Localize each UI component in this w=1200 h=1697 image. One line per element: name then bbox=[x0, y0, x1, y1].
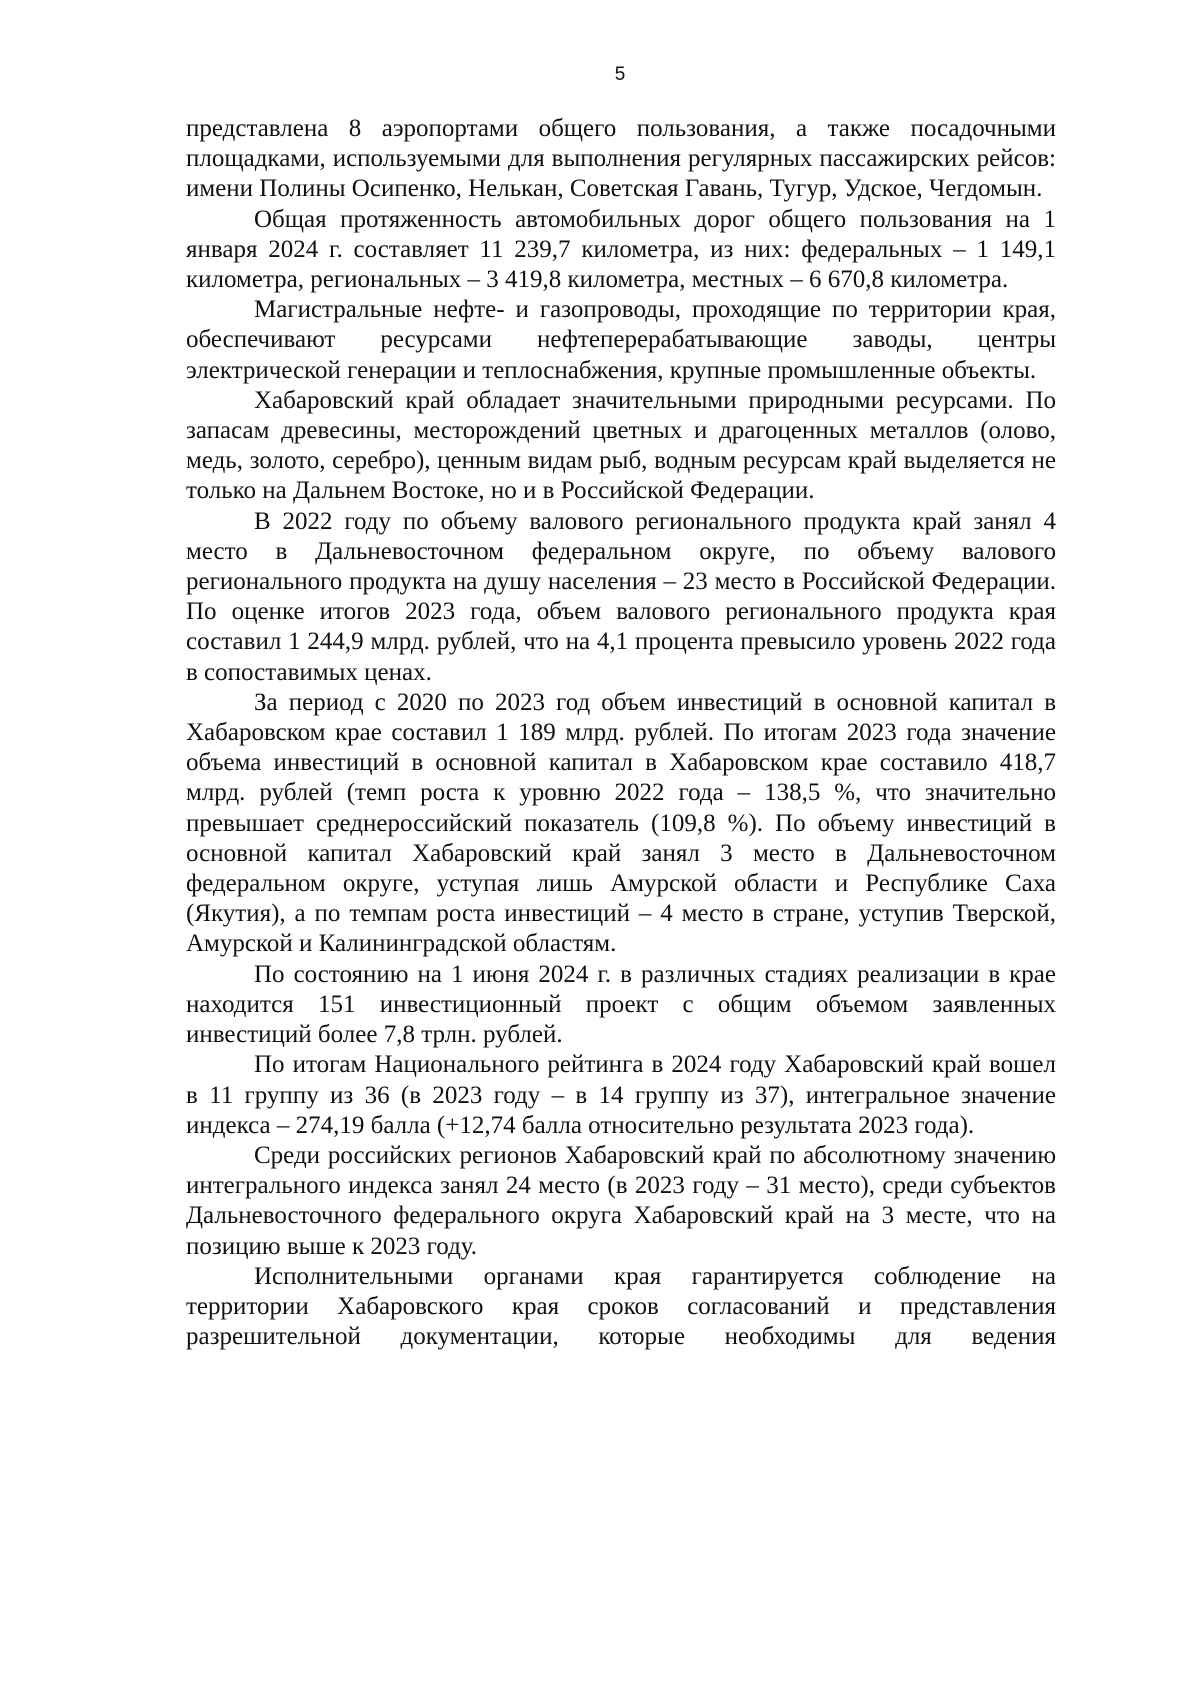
paragraph-investment-projects: По состоянию на 1 июня 2024 г. в различных стадиях реализации в крае находится 151 инвестиционный проект с общим объемом заявленных инвестиций более 7,8 трлн. рублей. bbox=[186, 960, 1056, 1049]
paragraph-permits: Исполнительными органами края гарантируется соблюдение на территории Хабаровского края сроков согласований и представления разрешительной документации, которые необходимы для ведения bbox=[186, 1262, 1056, 1351]
paragraph-natural-resources: Хабаровский край обладает значительными природными ресурсами. По запасам древесины, месторождений цветных и драгоценных металлов (олово, медь, золото, серебро), ценным видам рыб, водным ресурсам край выделяется не только на Дальнем Востоке, но и в Российской Федерации. bbox=[186, 386, 1056, 505]
paragraph-national-rating: По итогам Национального рейтинга в 2024 году Хабаровский край вошел в 11 группу из 36 (в 2023 году – в 14 группу из 37), интегральное значение индекса – 274,19 балла (+12,74 балла относительно результата 2023 года). bbox=[186, 1051, 1056, 1139]
paragraph-investments: За период с 2020 по 2023 год объем инвестиций в основной капитал в Хабаровском крае составил 1 189 млрд. рублей. По итогам 2023 года значение объема инвестиций в основной капитал в Хабаровском крае составило 418,7 млрд. рублей (темп роста к уровню 2022 года – 138,5 %, что значительно превышает среднероссийский показатель (109,8 %). По объему инвестиций в основной капитал Хабаровский край занял 3 место в Дальневосточном федеральном округе, уступая лишь Амурской области и Республике Саха (Якутия), а по темпам роста инвестиций – 4 место в стране, уступив Тверской, Амурской и Калининградской областям. bbox=[186, 688, 1056, 958]
paragraph-airports: представлена 8 аэропортами общего пользования, а также посадочными площадками, используемыми для выполнения регулярных пассажирских рейсов: имени Полины Осипенко, Нелькан, Советская Гавань, Тугур, Удское, Чегдомын. bbox=[186, 115, 1056, 203]
paragraph-roads: Общая протяженность автомобильных дорог общего пользования на 1 января 2024 г. составляет 11 239,7 километра, из них: федеральных – 1 149,1 километра, региональных – 3 419,8 километра, местных – 6 670,8 километра. bbox=[186, 205, 1056, 294]
paragraph-regional-ranking: Среди российских регионов Хабаровский край по абсолютному значению интегрального индекса занял 24 место (в 2023 году – 31 место), среди субъектов Дальневосточного федерального округа Хабаровский край на 3 месте, что на позицию выше к 2023 году. bbox=[186, 1141, 1056, 1260]
paragraph-pipelines: Магистральные нефте- и газопроводы, проходящие по территории края, обеспечивают ресурсами нефтеперерабатывающие заводы, центры электрической генерации и теплоснабжения, крупные промышленные объекты. bbox=[186, 296, 1056, 384]
page-number: 5 bbox=[614, 64, 626, 85]
paragraph-grp: В 2022 году по объему валового регионального продукта край занял 4 место в Дальневосточном федеральном округе, по объему валового регионального продукта на душу населения – 23 место в Российской Федерации. По оценке итогов 2023 года, объем валового регионального продукта края составил 1 244,9 млрд. рублей, что на 4,1 процента превысило уровень 2022 года в сопоставимых ценах. bbox=[186, 507, 1056, 686]
document-body bbox=[186, 114, 1056, 1352]
